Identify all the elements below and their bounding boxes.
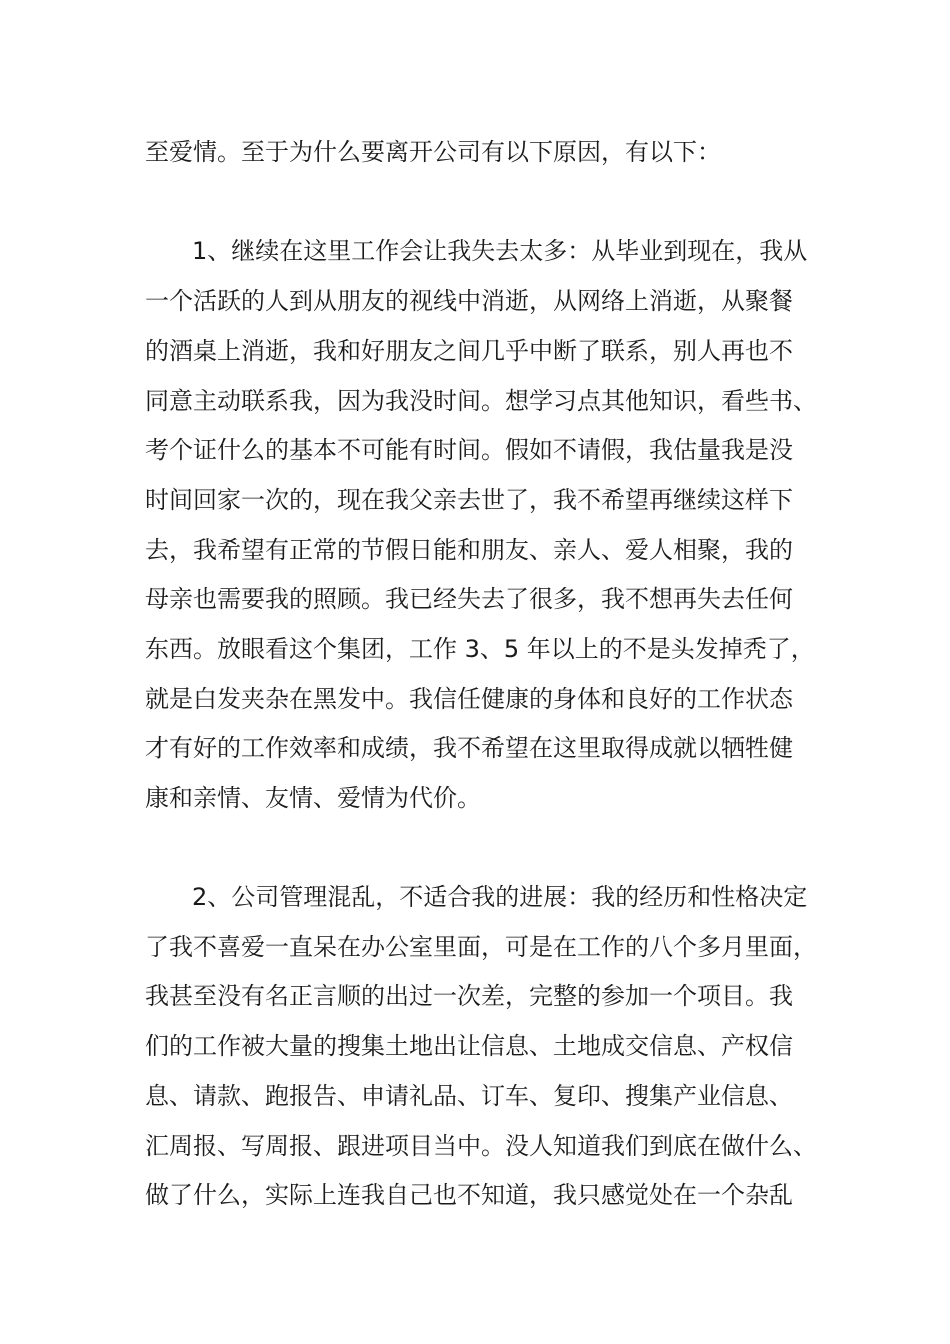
text-line: 至爱情。至于为什么要离开公司有以下原因，有以下：	[145, 138, 721, 166]
text-line: 息、请款、跑报告、申请礼品、订车、复印、搜集产业信息、	[145, 1082, 793, 1110]
text-line: 做了什么，实际上连我自己也不知道，我只感觉处在一个杂乱	[145, 1181, 793, 1209]
text-line: 了我不喜爱一直呆在办公室里面，可是在工作的八个多月里面，	[145, 933, 817, 961]
text-line: 一个活跃的人到从朋友的视线中消逝，从网络上消逝，从聚餐	[145, 287, 793, 315]
text-line: 东西。放眼看这个集团，工作 3、5 年以上的不是头发掉秃了，	[145, 635, 815, 663]
text-line: 汇周报、写周报、跟进项目当中。没人知道我们到底在做什么、	[145, 1132, 817, 1160]
text-line: 我甚至没有名正言顺的出过一次差，完整的参加一个项目。我	[145, 982, 793, 1010]
text-line: 考个证什么的基本不可能有时间。假如不请假，我估量我是没	[145, 436, 793, 464]
text-line: 1、继续在这里工作会让我失去太多：从毕业到现在，我从	[192, 237, 808, 265]
text-line: 就是白发夹杂在黑发中。我信任健康的身体和良好的工作状态	[145, 685, 793, 713]
text-line: 们的工作被大量的搜集土地出让信息、土地成交信息、产权信	[145, 1032, 793, 1060]
text-line: 康和亲情、友情、爱情为代价。	[145, 784, 481, 812]
text-line: 的酒桌上消逝，我和好朋友之间几乎中断了联系，别人再也不	[145, 337, 793, 365]
text-line: 同意主动联系我，因为我没时间。想学习点其他知识，看些书、	[145, 387, 817, 415]
text-line: 时间回家一次的，现在我父亲去世了，我不希望再继续这样下	[145, 486, 793, 514]
text-line: 去，我希望有正常的节假日能和朋友、亲人、爱人相聚，我的	[145, 536, 793, 564]
text-line: 2、公司管理混乱，不适合我的进展：我的经历和性格决定	[192, 883, 808, 911]
text-line: 母亲也需要我的照顾。我已经失去了很多，我不想再失去任何	[145, 585, 793, 613]
text-line: 才有好的工作效率和成绩，我不希望在这里取得成就以牺牲健	[145, 734, 793, 762]
